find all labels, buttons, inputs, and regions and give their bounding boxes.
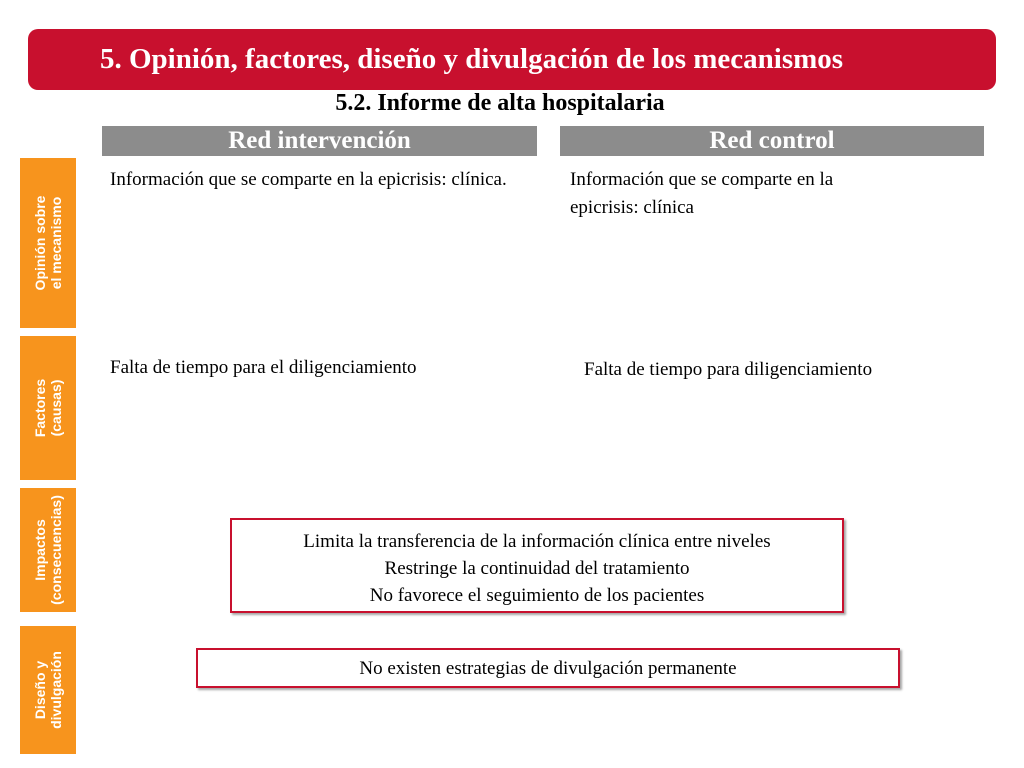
column-header-intervention: Red intervención (102, 126, 537, 156)
design-text: No existen estrategias de divulgación permanente (359, 658, 737, 679)
impact-line-3: No favorece el seguimiento de los pacientes (369, 585, 705, 606)
side-tab-factors-line1: Factores (32, 378, 48, 438)
side-tab-opinion (20, 158, 76, 328)
side-tab-impacts (20, 488, 76, 612)
side-tab-design-line1: Diseño y (32, 660, 48, 720)
side-tab-design-line2: divulgación (48, 651, 64, 729)
side-tab-factors (20, 336, 76, 480)
opinion-intervention-text: Información que se comparte en la epicrisis: clínica. (110, 169, 507, 190)
impact-line-2: Restringe la continuidad del tratamiento (384, 558, 690, 579)
side-tab-opinion-line1: Opinión sobre (32, 195, 48, 291)
side-tab-design (20, 626, 76, 754)
side-tab-opinion-line2: el mecanismo (48, 196, 64, 290)
impact-line-1: Limita la transferencia de la información clínica entre niveles (303, 531, 771, 552)
side-tab-factors-line2: (causas) (48, 379, 64, 437)
factors-intervention-text: Falta de tiempo para el diligenciamiento (110, 357, 417, 378)
side-tab-impacts-line2: (consecuencias) (48, 495, 64, 605)
column-header-control: Red control (560, 126, 984, 156)
slide-title: 5. Opinión, factores, diseño y divulgación de los mecanismos (100, 43, 844, 75)
factors-control-text: Falta de tiempo para diligenciamiento (584, 359, 873, 380)
slide-title-bar (28, 29, 996, 90)
slide-subtitle: 5.2. Informe de alta hospitalaria (335, 90, 665, 116)
opinion-control-text: Información que se comparte en la epicrisis: clínica (570, 169, 834, 218)
side-tab-impacts-line1: Impactos (32, 519, 48, 581)
impacts-box (230, 518, 844, 613)
design-box (196, 648, 900, 688)
